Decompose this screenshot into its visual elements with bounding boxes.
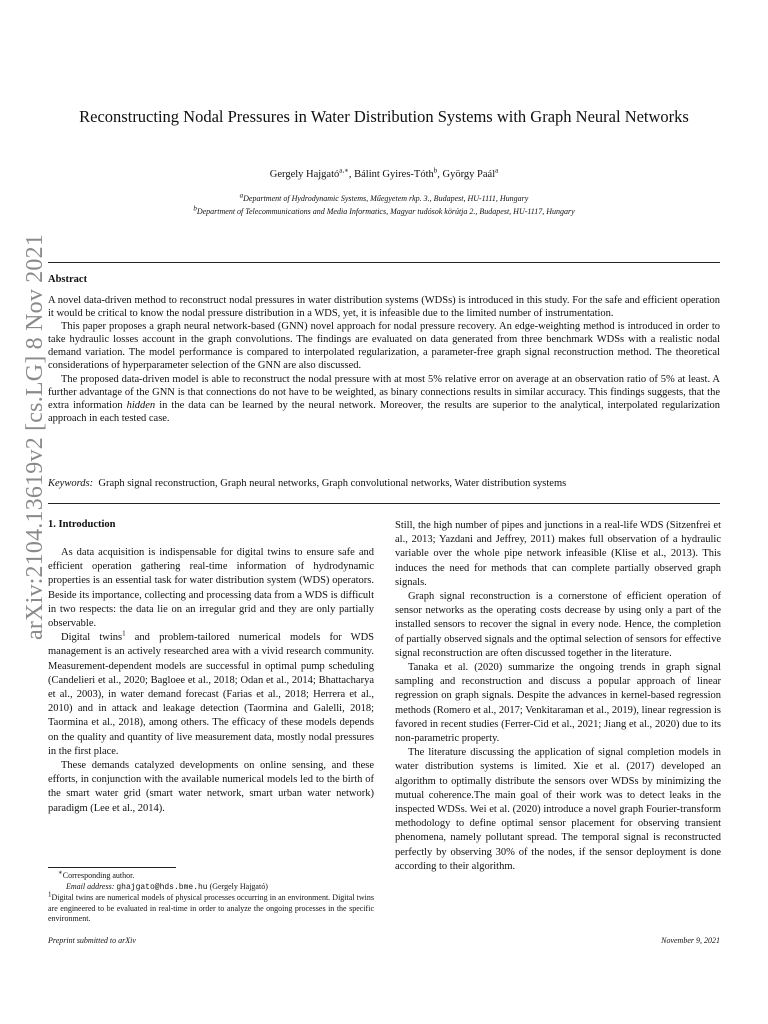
left-column (48, 546, 374, 816)
affiliation (0, 191, 768, 203)
body-paragraph: The literature discussing the application of signal completion models in water distribution systems is limited. Xie et al. (2017) developed an algorithm to optimally distribute the sensors over WDSs by minimizing the mutual coherence.The main goal of their work was to detect leaks in the inspected WDSs. Wei et al. (2020) introduce a novel graph Fourier-transform methodology to define optimal sensor placement for observing transient phenomena, namely pollutant spread. The temporal signal is reconstructed perfectly by observing 30% of the nodes, if the sensor deployment is done according to their algorithm. (395, 747, 721, 872)
email-label: Email address: (66, 881, 115, 891)
footnote-1 (48, 890, 374, 925)
author-name: Gergely Hajgató (269, 169, 340, 180)
body-paragraph: Graph signal reconstruction is a cornerstone of efficient operation of sensor networks as the operating costs decrease by using only a part of the installed sensors to recover the signal in every node. Hence, the completion of partially observed signals and the optimal selection of sensors for effective signal reconstruction are often discussed together in the literature. (395, 591, 721, 659)
author-list (0, 166, 768, 180)
abstract-text: in the data can be learned by the neural network. Moreover, the results are superior to the analytical, interpolated regularization approach in each tested case. (48, 399, 721, 424)
abstract-body (48, 294, 720, 425)
body-paragraph (48, 631, 374, 759)
body-paragraph: Tanaka et al. (2020) summarize the ongoing trends in graph signal sampling and reconstruction and discuss a popular approach of linear regression on graph signals. Despite the advances in kernel-based regression methods (Romero et al., 2017; Venkitaraman et al., 2019), linear regression is favored in recent studies (Ferrer-Cid et al., 2021; Jiang et al., 2020) due to its non-parametric property. (395, 662, 721, 745)
right-column (395, 519, 721, 874)
abstract-text: The proposed data-driven model is able to reconstruct the nodal pressure with at most 5% relative error on average at an observation ratio of 5% at least. A further advantage of the GNN is that connections do not have to be weighted, as binary connections results in similar accuracy. This findings suggests, that the extra information (48, 373, 720, 411)
section-heading: 1. Introduction (48, 519, 116, 530)
affiliation-mark: a (239, 191, 244, 200)
footnote-text: Digital twins are numerical models of physical processes occurring in an environment. Digital twins are engineered to be evaluated in real-time in order to analyze the ongoing processes in the specific environment. (48, 893, 374, 923)
footer-date: November 9, 2021 (661, 936, 720, 945)
abstract-paragraph (48, 373, 720, 425)
keywords-text: Graph signal reconstruction, Graph neural networks, Graph convolutional networks, Water distribution systems (98, 478, 567, 489)
body-paragraph: These demands catalyzed developments on online sensing, and these efforts, in conjunction with the available numerical models led to the birth of the smart water grid (smart water network, smart urban water network) paradigm (Lee et al., 2014). (48, 760, 374, 814)
author-affil-mark: a,∗ (339, 166, 349, 175)
footnote-mark: 1 (48, 890, 52, 899)
footnote-corresponding (48, 868, 374, 882)
author-name: György Paál (442, 169, 496, 180)
body-paragraph: Still, the high number of pipes and junctions in a real-life WDS (Sitzenfrei et al., 2013; Yazdani and Jeffrey, 2011) makes full observation of a hydraulic variable over the whole pipe network infeasible (Klise et al., 2013). This induces the need for methods that can complete partially observed graph signals. (395, 520, 721, 588)
body-text: and problem-tailored numerical models for WDS management is an actively researched area with a vivid research community. Measurement-dependent models are successful in optimal pump scheduling (Candelieri et al., 2020; Bagloee et al., 2018; Odan et al., 2014; Bhattacharya et al., 2003), in water demand forecast (Farias et al., 2018; Herrera et al., 2010) and in attack and leakage detection (Taormina and Galelli, 2018; Taormina et al., 2018), among others. The efficacy of these models depends on the quality and quantity of live measurement data, mostly nodal pressures in the first place. (48, 632, 374, 757)
affiliation-text: Department of Telecommunications and Media Informatics, Magyar tudósok körútja 2., Budapest, HU-1117, Hungary (196, 207, 575, 216)
paper-title: Reconstructing Nodal Pressures in Water Distribution Systems with Graph Neural Networks (79, 107, 689, 126)
keywords-label: Keywords: (48, 478, 94, 489)
abstract-bottom-rule (48, 503, 720, 504)
abstract-top-rule (48, 262, 720, 263)
footnotes (48, 868, 374, 925)
body-text: Digital twins (61, 632, 123, 644)
abstract-paragraph: This paper proposes a graph neural network-based (GNN) novel approach for nodal pressure recovery. An edge-weighting method is introduced in order to take hydraulic losses account in the graph convolutions. The findings are evaluated on data generated from three benchmark WDSs with a realistic nodal demand variation. The model performance is compared to interpolated regularization, a parameter-free graph signal reconstruction method. The theoretical considerations of hyperparameter selection of the GNN are also discussed. (48, 321, 720, 372)
email-address[interactable]: ghajgato@hds.bme.hu (116, 882, 208, 892)
keywords (48, 478, 720, 489)
footnote-email (48, 882, 374, 894)
footnote-mark: ∗ (58, 868, 63, 877)
footnote-text: Corresponding author. (62, 871, 135, 880)
author-name: Bálint Gyires-Tóth (354, 169, 434, 180)
author-affil-mark: a (495, 166, 499, 175)
footer-preprint: Preprint submitted to arXiv (48, 936, 136, 945)
affiliation (0, 204, 768, 216)
author-separator: , (348, 169, 355, 180)
author-affil-mark: b (433, 166, 438, 175)
abstract-emphasis: hidden (126, 399, 156, 411)
email-owner: (Gergely Hajgató) (209, 881, 268, 891)
abstract-heading: Abstract (48, 274, 88, 285)
abstract-paragraph: A novel data-driven method to reconstruct nodal pressures in water distribution systems (WDSs) is introduced in this study. For the safe and efficient operation it would be critical to know the nodal pressure distribution in a WDS, yet, it is infeasible due to the limited number of instrumentation. (48, 295, 720, 320)
affiliation-mark: b (193, 204, 197, 213)
footnote-ref[interactable]: 1 (122, 629, 126, 638)
author-separator: , (437, 169, 443, 180)
arxiv-identifier-text: arXiv:2104.13619v2 [cs.LG] 8 Nov 2021 (22, 233, 48, 640)
body-paragraph: As data acquisition is indispensable for digital twins to ensure safe and efficient operation gathering real-time information of hydrodynamic properties is an essential task for water distribution system (WDS) operators. Beside its importance, collecting and processing data from a WDS is difficult in two respects: the data lie on an irregular grid and they are only partially observable. (48, 547, 374, 630)
footnote-rule (48, 867, 176, 868)
affiliation-text: Department of Hydrodynamic Systems, Műegyetem rkp. 3., Budapest, HU-1111, Hungary (243, 194, 529, 203)
